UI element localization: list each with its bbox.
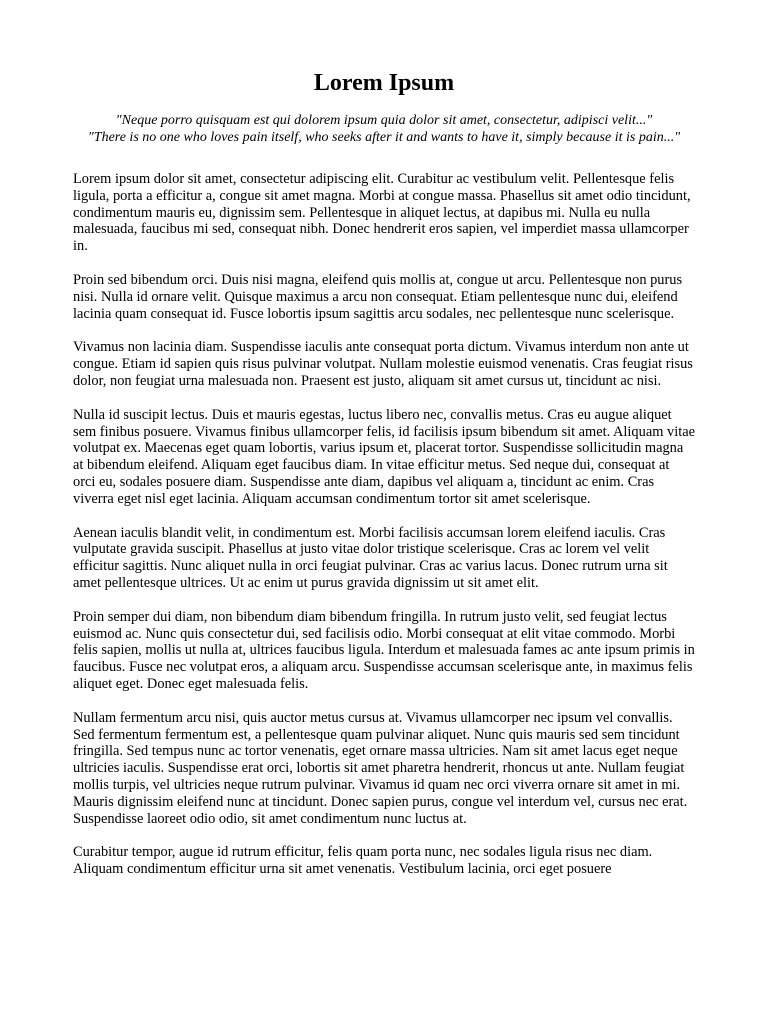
paragraph-2: Proin sed bibendum orci. Duis nisi magna, eleifend quis mollis at, congue ut arcu. Pellentesque non purus nisi. Nulla id ornare velit. Quisque maximus a arcu non consequat. Etiam pellentesque nunc dui, eleifend lacinia quam consequat id. Fusce lobortis ipsum sagittis arcu sodales, nec pellentesque nunc scelerisque.	[73, 271, 683, 322]
paragraph-8: Curabitur tempor, augue id rutrum efficitur, felis quam porta nunc, nec sodales ligula risus nec diam. Aliquam condimentum efficitur urna sit amet venenatis. Vestibulum lacinia, orci eget posuere	[73, 844, 653, 878]
epigraph	[79, 112, 689, 146]
epigraph-quote-2: "There is no one who loves pain itself, who seeks after it and wants to have it, simply because it is pain..."	[87, 130, 681, 145]
page-title: Lorem Ipsum	[313, 70, 455, 96]
document-body	[73, 171, 695, 878]
paragraph-6: Proin semper dui diam, non bibendum diam bibendum fringilla. In rutrum justo velit, sed feugiat lectus euismod ac. Nunc quis consectetur dui, sed facilisis odio. Morbi consequat at elit vitae commodo. Morbi felis sapien, mollis ut nulla at, ultrices faucibus ligula. Interdum et malesuada fames ac ante ipsum primis in faucibus. Fusce nec volutpat eros, a aliquam arcu. Suspendisse accumsan scelerisque ante, in maximus felis aliquet eget. Donec eget malesuada felis.	[73, 608, 695, 692]
paragraph-4: Nulla id suscipit lectus. Duis et mauris egestas, luctus libero nec, convallis metus. Cras eu augue aliquet sem finibus posuere. Vivamus finibus ullamcorper felis, id facilisis ipsum bibendum sit amet. Aliquam vitae volutpat ex. Maecenas eget quam lobortis, varius ipsum et, placerat tortor. Suspendisse sollicitudin magna at bibendum eleifend. Aliquam eget faucibus diam. In vitae efficitur metus. Sed neque dui, consequat at orci eu, sodales posuere diam. Suspendisse ante diam, dapibus vel aliquam a, tincidunt ac enim. Cras viverra eget nisl eget lacinia. Aliquam accumsan condimentum tortor sit amet scelerisque.	[73, 406, 695, 507]
paragraph-3: Vivamus non lacinia diam. Suspendisse iaculis ante consequat porta dictum. Vivamus interdum non ante ut congue. Etiam id sapien quis risus pulvinar volutpat. Nullam molestie euismod venenatis. Cras feugiat risus dolor, non feugiat urna malesuada non. Praesent est justo, aliquam sit amet cursus ut, tincidunt ac nisi.	[73, 339, 693, 389]
epigraph-quote-1: "Neque porro quisquam est qui dolorem ipsum quia dolor sit amet, consectetur, adipisci velit..."	[115, 113, 653, 128]
paragraph-7: Nullam fermentum arcu nisi, quis auctor metus cursus at. Vivamus ullamcorper nec ipsum vel convallis. Sed fermentum fermentum est, a pellentesque quam pulvinar aliquet. Nunc quis mauris sed sem tincidunt fringilla. Sed tempus nunc ac tortor venenatis, eget ornare massa ultricies. Nam sit amet lacus eget neque ultricies iaculis. Suspendisse erat orci, lobortis sit amet pharetra hendrerit, rhoncus ut ante. Nullam feugiat mollis turpis, vel ultricies neque rutrum pulvinar. Vivamus id quam nec orci viverra ornare sit amet in mi. Mauris dignissim eleifend nunc at tincidunt. Donec sapien purus, congue vel interdum vel, cursus nec erat. Suspendisse laoreet odio odio, sit amet condimentum nunc luctus at.	[73, 709, 688, 827]
paragraph-5: Aenean iaculis blandit velit, in condimentum est. Morbi facilisis accumsan lorem eleifend iaculis. Cras vulputate gravida suscipit. Phasellus at justo vitae dolor tristique scelerisque. Cras ac lorem vel velit efficitur sagittis. Nunc aliquet nulla in orci feugiat pulvinar. Cras ac varius lacus. Donec rutrum urna sit amet pellentesque ultrices. Ut ac enim ut purus gravida dignissim ut sit amet elit.	[73, 524, 668, 591]
paragraph-1: Lorem ipsum dolor sit amet, consectetur adipiscing elit. Curabitur ac vestibulum velit. Pellentesque felis ligula, porta a efficitur a, congue sit amet magna. Morbi at congue massa. Phasellus sit amet odio tincidunt, condimentum mauris eu, dignissim sem. Pellentesque in aliquet lectus, at dapibus mi. Nulla eu nulla malesuada, faucibus mi sed, consequat nibh. Donec hendrerit eros sapien, vel imperdiet massa ullamcorper in.	[73, 171, 691, 255]
document-page	[73, 64, 695, 895]
